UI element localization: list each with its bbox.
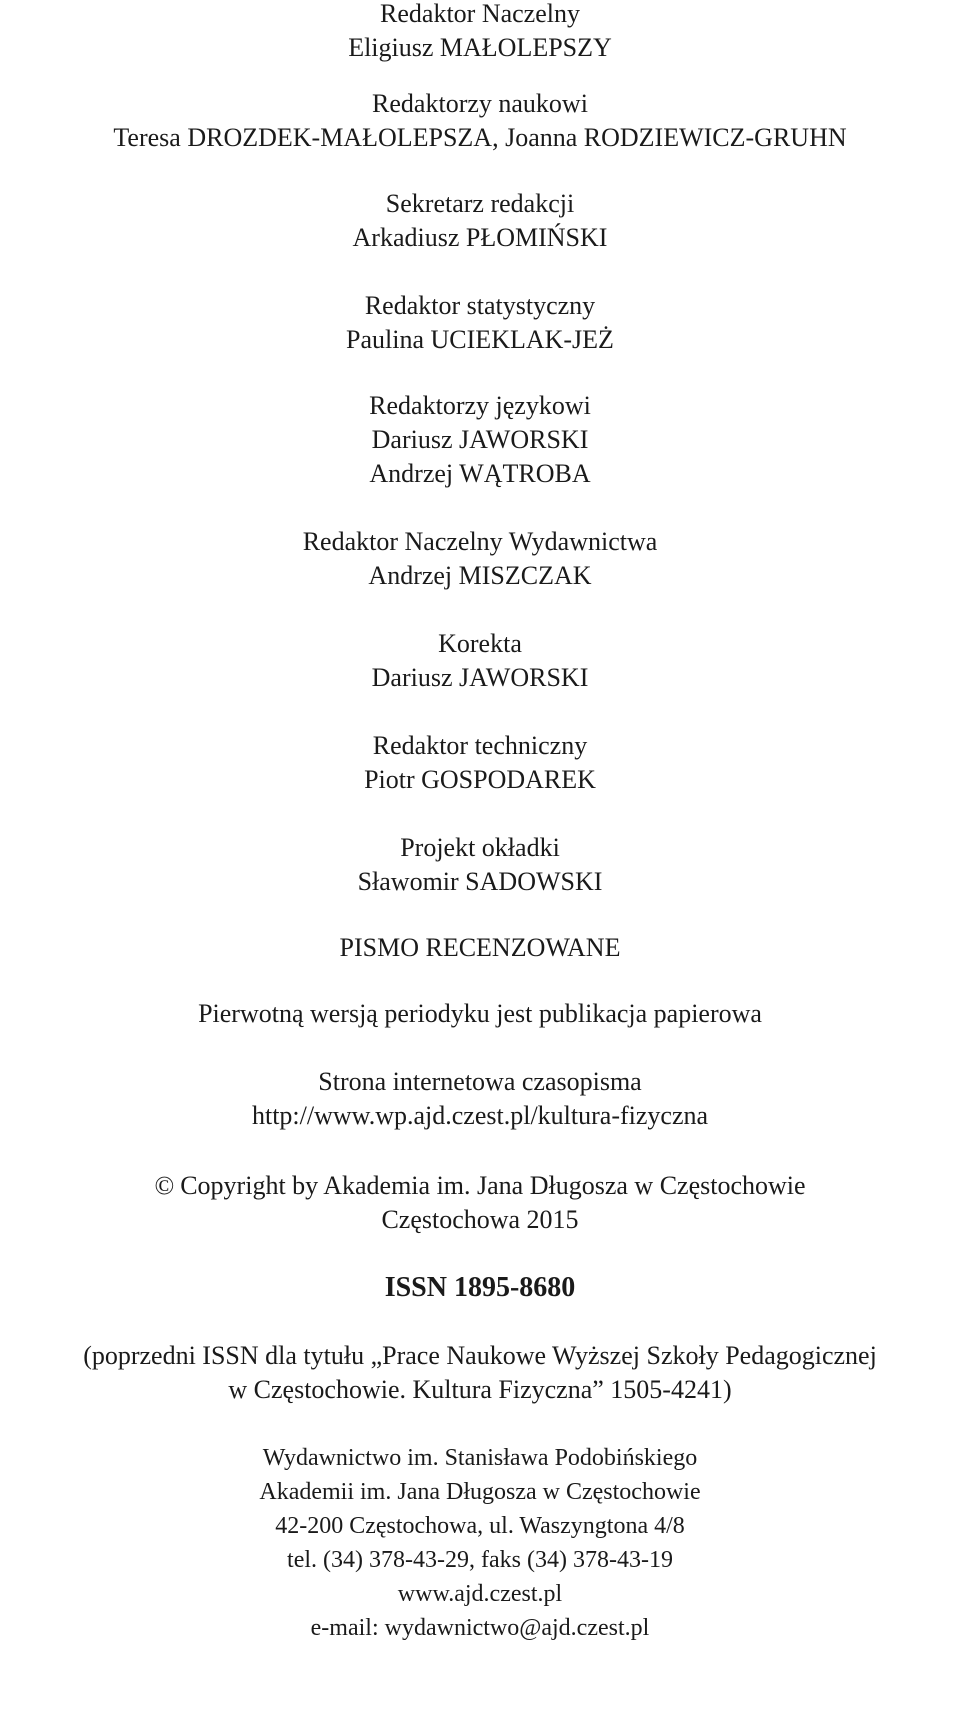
proofreading-role: Korekta xyxy=(438,629,522,658)
scientific-editors-names: Teresa DROZDEK-MAŁOLEPSZA, Joanna RODZIEWICZ-GRUHN xyxy=(113,123,847,152)
language-editor-name-2: Andrzej WĄTROBA xyxy=(369,459,591,488)
previous-issn-line-1: (poprzedni ISSN dla tytułu „Prace Naukowe Wyższej Szkoły Pedagogicznej xyxy=(83,1341,877,1370)
publishing-editor-name: Andrzej MISZCZAK xyxy=(368,561,592,590)
previous-issn-line-2: w Częstochowie. Kultura Fizyczna” 1505-4241) xyxy=(228,1375,732,1404)
cover-design-name: Sławomir SADOWSKI xyxy=(357,867,603,896)
website-url: http://www.wp.ajd.czest.pl/kultura-fizyczna xyxy=(251,1101,709,1130)
editor-in-chief-role: Redaktor Naczelny xyxy=(380,0,580,28)
editor-in-chief-name: Eligiusz MAŁOLEPSZY xyxy=(348,33,612,62)
statistical-editor-name: Paulina UCIEKLAK-JEŻ xyxy=(346,325,614,354)
copyright-line xyxy=(0,1168,960,1204)
secretary-role: Sekretarz redakcji xyxy=(385,189,575,218)
website-label: Strona internetowa czasopisma xyxy=(318,1067,642,1096)
statistical-editor-role: Redaktor statystyczny xyxy=(364,291,596,320)
publisher-line-1: Wydawnictwo im. Stanisława Podobińskiego xyxy=(262,1445,698,1471)
publisher-website: www.ajd.czest.pl xyxy=(397,1581,563,1607)
publisher-phone: tel. (34) 378-43-29, faks (34) 378-43-19 xyxy=(287,1547,673,1573)
proofreading-name: Dariusz JAWORSKI xyxy=(371,663,589,692)
copyright-icon: © xyxy=(154,1171,175,1200)
language-editor-name-1: Dariusz JAWORSKI xyxy=(371,425,589,454)
primary-version-notice: Pierwotną wersją periodyku jest publikacja papierowa xyxy=(198,999,762,1028)
cover-design-role: Projekt okładki xyxy=(400,833,560,862)
copyright-text: Copyright by Akademia im. Jana Długosza w Częstochowie xyxy=(180,1171,806,1200)
publisher-address: 42-200 Częstochowa, ul. Waszyngtona 4/8 xyxy=(275,1513,685,1539)
publishing-editor-role: Redaktor Naczelny Wydawnictwa xyxy=(302,527,658,556)
scientific-editors-role: Redaktorzy naukowi xyxy=(372,89,588,118)
issn: ISSN 1895-8680 xyxy=(384,1272,576,1303)
publisher-line-2: Akademii im. Jana Długosza w Częstochowie xyxy=(259,1479,701,1505)
publisher-email: e-mail: wydawnictwo@ajd.czest.pl xyxy=(310,1615,650,1641)
technical-editor-role: Redaktor techniczny xyxy=(372,731,588,760)
place-year: Częstochowa 2015 xyxy=(381,1205,579,1234)
language-editors-role: Redaktorzy językowi xyxy=(369,391,591,420)
technical-editor-name: Piotr GOSPODAREK xyxy=(364,765,596,794)
reviewed-notice: PISMO RECENZOWANE xyxy=(339,933,621,962)
secretary-name: Arkadiusz PŁOMIŃSKI xyxy=(352,223,608,252)
